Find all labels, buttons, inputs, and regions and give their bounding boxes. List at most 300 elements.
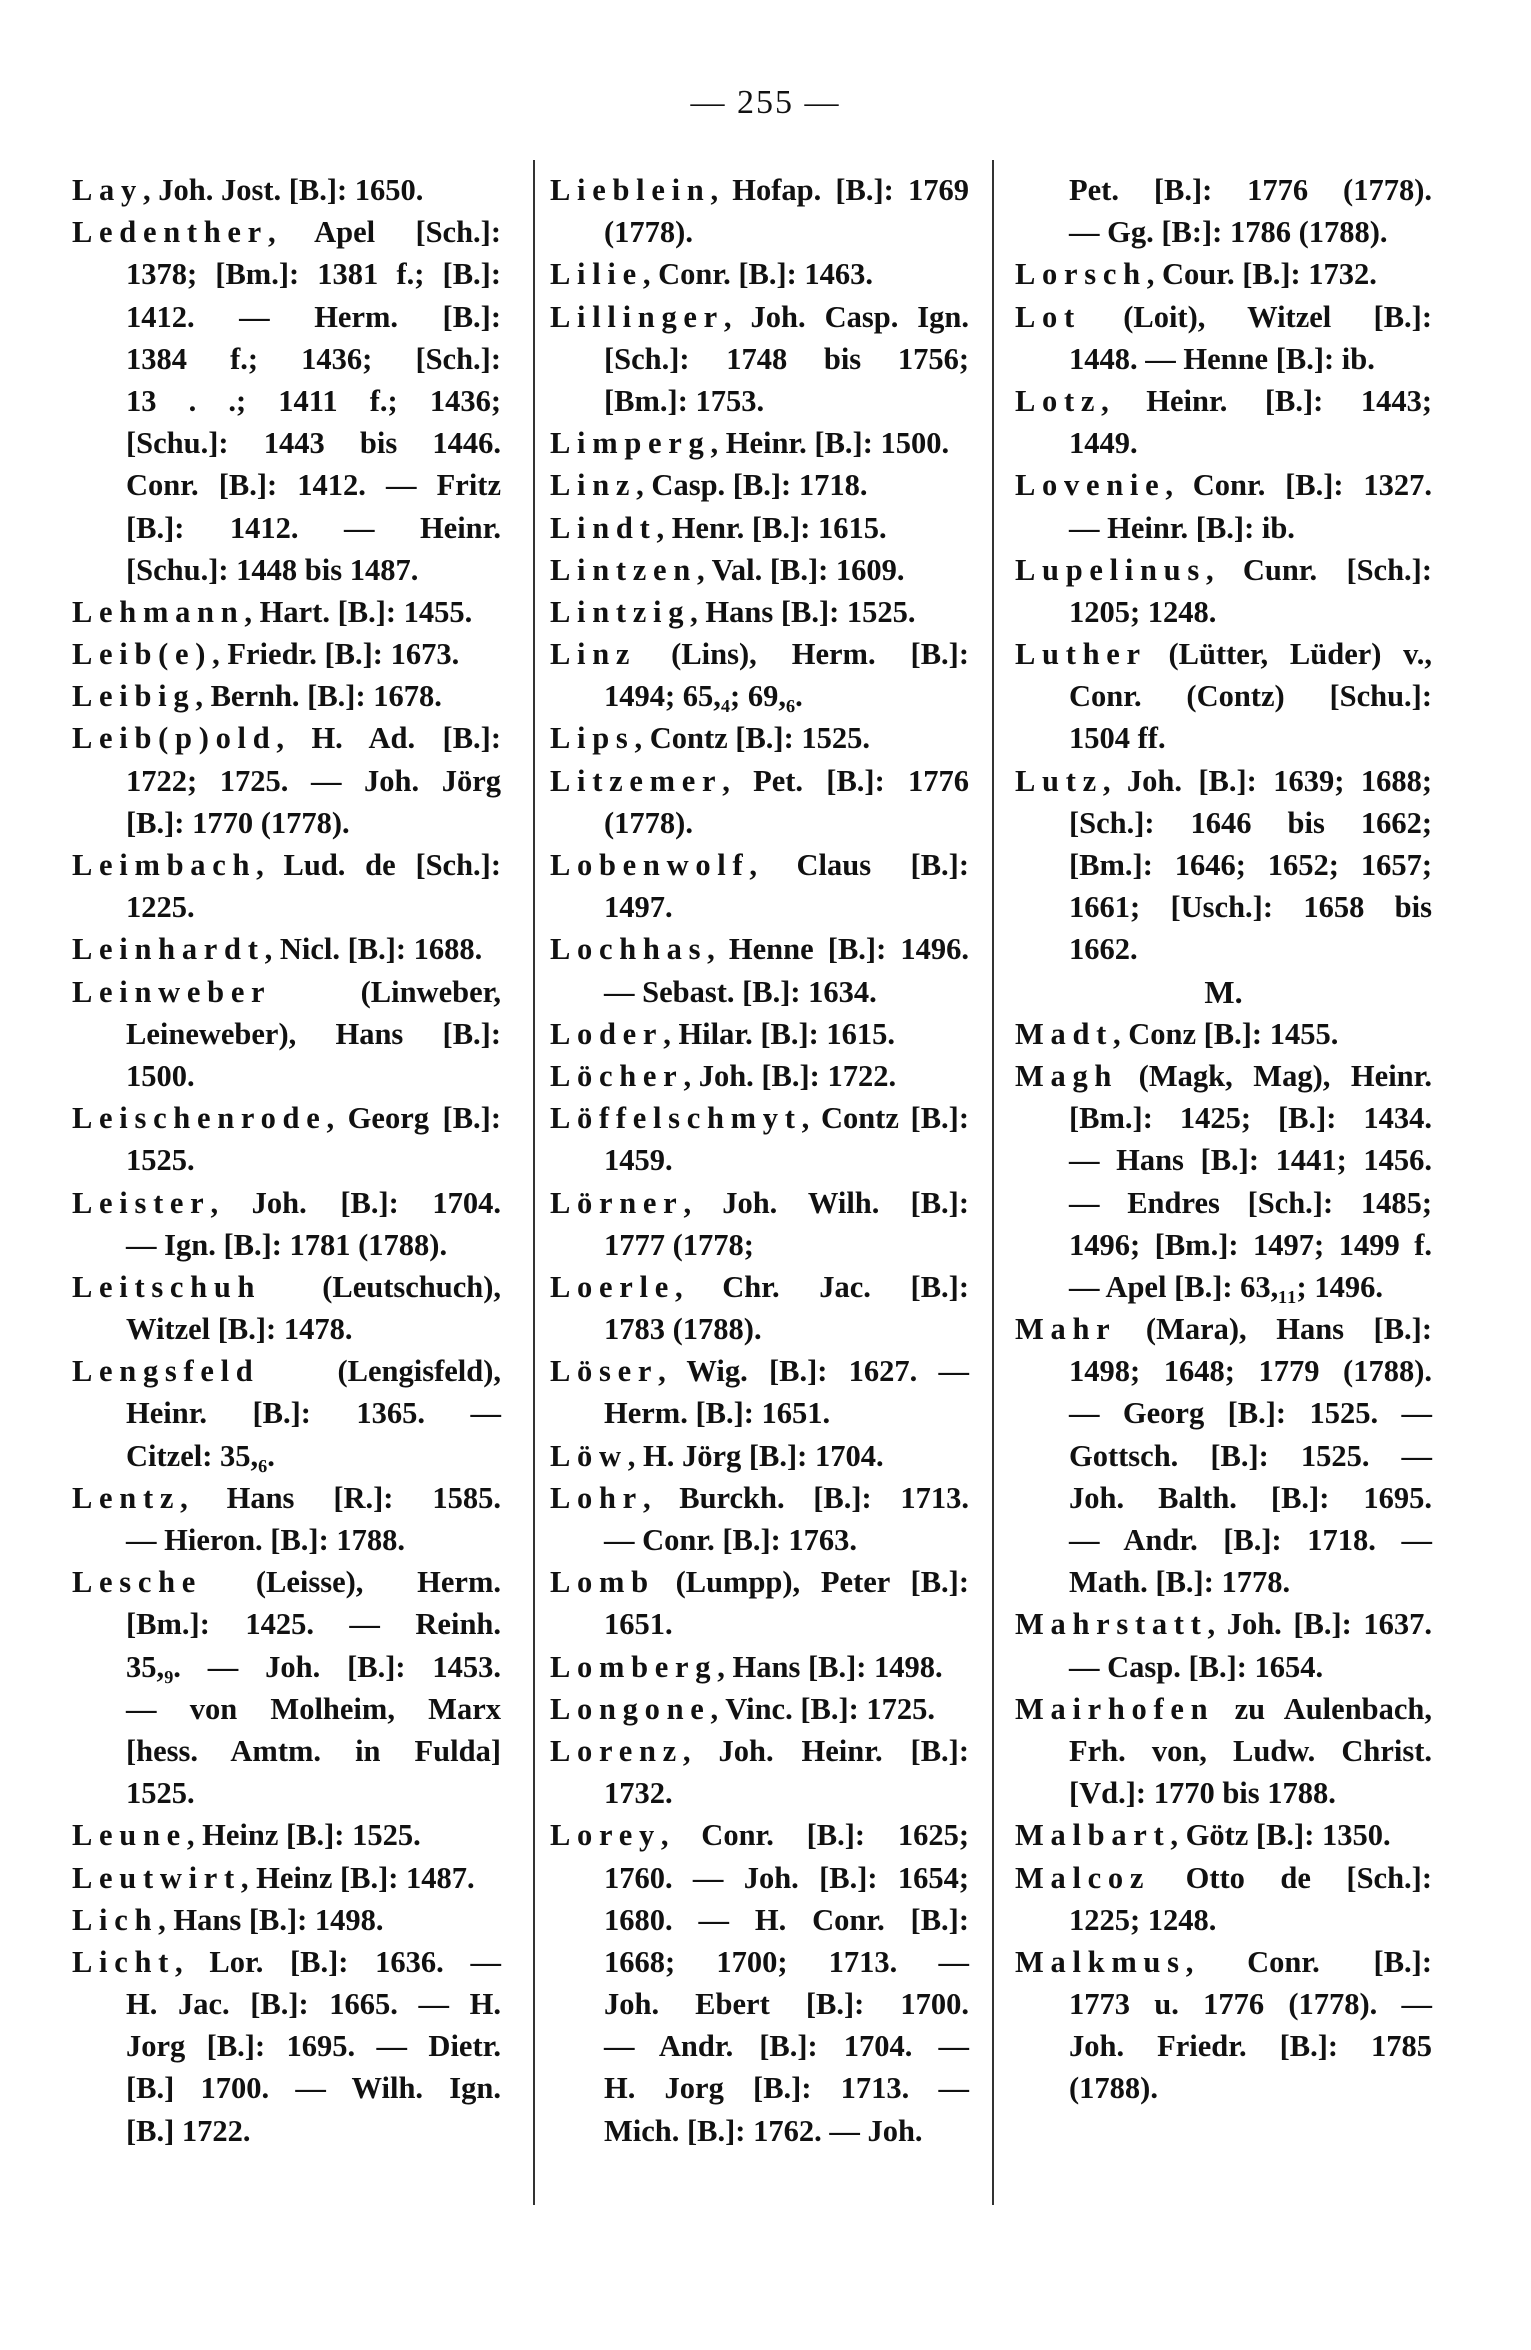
entry-headword: Limperg: [550, 426, 711, 461]
entry-headword: Ledenther: [72, 215, 268, 250]
entry-text: 1651.: [604, 1607, 673, 1642]
entry-continuation-line: [72, 1603, 501, 1645]
entry-headword: Lovenie: [1015, 468, 1166, 503]
entry-continuation-line: [1015, 1561, 1432, 1603]
entry-continuation-line: [550, 338, 969, 380]
entry-text: , Conr. [B.]: 1463.: [642, 257, 874, 292]
entry-continuation-line: [550, 1603, 969, 1645]
entry-text: Citzel: 35,₆.: [126, 1438, 275, 1473]
entry-continuation-line: [550, 2025, 969, 2067]
entry-continuation-line: [72, 2110, 501, 2152]
entry-continuation-line: [550, 1139, 969, 1181]
index-entry: [550, 760, 969, 802]
entry-headword: Lot: [1015, 299, 1081, 334]
entry-text: (Lütter, Lüder) v.,: [1146, 637, 1432, 672]
entry-headword: Leib(e): [72, 637, 213, 672]
index-entry: [550, 1561, 969, 1603]
entry-continuation-line: [72, 1055, 501, 1097]
entry-text: 1760. — Joh. [B.]: 1654;: [604, 1860, 969, 1895]
entry-text: [B.] 1722.: [126, 2113, 251, 2148]
entry-headword: Lomberg: [550, 1649, 718, 1684]
index-entry: [550, 1350, 969, 1392]
entry-headword: Lorey: [550, 1818, 661, 1853]
index-entry: [550, 591, 969, 633]
index-entry: [72, 1182, 501, 1224]
index-entry: [72, 591, 501, 633]
entry-text: 1378; [Bm.]: 1381 f.; [B.]:: [126, 257, 501, 292]
entry-continuation-line: [550, 1519, 969, 1561]
entry-continuation-line: [72, 507, 501, 549]
index-column-2: [550, 169, 969, 2152]
entry-headword: Lengsfeld: [72, 1354, 260, 1389]
entry-text: (1778).: [604, 215, 693, 250]
entry-continuation-line: [1015, 1730, 1432, 1772]
entry-text: Joh. Friedr. [B.]: 1785: [1069, 2029, 1432, 2064]
index-entry: [550, 422, 969, 464]
entry-text: , Conr. [B.]: 1327.: [1165, 468, 1432, 503]
entry-text: 1412. — Herm. [B.]:: [126, 299, 501, 334]
entry-headword: Mairhofen: [1015, 1691, 1215, 1726]
entry-headword: Leimbach: [72, 848, 257, 882]
entry-text: , Joh. [B.]: 1722.: [683, 1058, 897, 1093]
entry-text: , Val. [B.]: 1609.: [696, 552, 905, 587]
entry-continuation-line: [1015, 2025, 1432, 2067]
entry-continuation-line: [1015, 1392, 1432, 1434]
entry-text: 1384 f.; 1436; [Sch.]:: [126, 341, 501, 376]
entry-headword: Lich: [72, 1902, 159, 1937]
entry-continuation-line: [1015, 1182, 1432, 1224]
entry-text: , Vinc. [B.]: 1725.: [710, 1691, 936, 1726]
index-entry: [1015, 1941, 1432, 1983]
entry-continuation-line: [550, 2067, 969, 2109]
entry-text: 1777 (1778;: [604, 1227, 754, 1262]
entry-text: — Endres [Sch.]: 1485;: [1069, 1185, 1432, 1220]
entry-continuation-line: [1015, 1983, 1432, 2025]
index-entry: [550, 296, 969, 338]
entry-continuation-line: [1015, 422, 1432, 464]
entry-headword: Löffelschmyt: [550, 1101, 802, 1136]
entry-headword: Lillinger: [550, 299, 724, 334]
entry-text: — Georg [B.]: 1525. —: [1069, 1396, 1432, 1431]
entry-headword: Lieblein: [550, 173, 711, 207]
entry-text: , H. Ad. [B.]:: [276, 721, 501, 756]
entry-text: 1225; 1248.: [1069, 1902, 1217, 1937]
index-entry: [1015, 760, 1432, 802]
entry-text: Gottsch. [B.]: 1525. —: [1069, 1438, 1432, 1473]
entry-text: , Bernh. [B.]: 1678.: [195, 679, 442, 714]
entry-continuation-line: [72, 1392, 501, 1434]
entry-text: 1498; 1648; 1779 (1788).: [1069, 1354, 1432, 1389]
entry-text: — Heinr. [B.]: ib.: [1069, 510, 1295, 545]
entry-continuation-line: [550, 211, 969, 253]
index-entry: [550, 1097, 969, 1139]
entry-text: 1722; 1725. — Joh. Jörg: [126, 763, 501, 798]
entry-headword: Lintzig: [550, 594, 691, 629]
index-entry: [550, 1055, 969, 1097]
entry-text: , Heinr. [B.]: 1500.: [710, 426, 950, 461]
entry-text: , Georg [B.]:: [326, 1101, 501, 1136]
page-number: — 255 —: [690, 84, 841, 121]
entry-continuation-line: [1015, 844, 1432, 886]
entry-text: , Joh. [B.]: 1704.: [210, 1185, 501, 1220]
entry-continuation-line: [72, 253, 501, 295]
entry-continuation-line: [550, 1392, 969, 1434]
index-entry: [550, 633, 969, 675]
entry-headword: Malcoz: [1015, 1860, 1151, 1895]
index-entry: [1015, 380, 1432, 422]
entry-text: (Lengisfeld),: [259, 1354, 501, 1389]
entry-text: , Nicl. [B.]: 1688.: [264, 932, 483, 967]
index-entry: [72, 844, 501, 886]
entry-continuation-line: [1015, 507, 1432, 549]
entry-text: 1500.: [126, 1058, 195, 1093]
index-entry: [1015, 1688, 1432, 1730]
entry-continuation-line: [1015, 1899, 1432, 1941]
index-entry: [550, 844, 969, 886]
entry-text: , H. Jörg [B.]: 1704.: [627, 1438, 884, 1473]
index-entry: [72, 1266, 501, 1308]
entry-headword: Loerle: [550, 1269, 675, 1304]
entry-headword: Litzemer: [550, 763, 723, 798]
entry-continuation-line: [1015, 1224, 1432, 1266]
index-entry: [72, 1899, 501, 1941]
entry-text: (Lumpp), Peter [B.]:: [654, 1565, 969, 1600]
entry-text: 1497.: [604, 890, 673, 925]
entry-text: , Conz [B.]: 1455.: [1113, 1016, 1339, 1051]
entry-text: [B.] 1700. — Wilh. Ign.: [126, 2071, 501, 2106]
entry-headword: Löcher: [550, 1058, 684, 1093]
entry-text: Jorg [B.]: 1695. — Dietr.: [126, 2029, 501, 2064]
entry-text: — Hieron. [B.]: 1788.: [126, 1523, 405, 1557]
entry-text: Joh. Balth. [B.]: 1695.: [1069, 1480, 1432, 1515]
entry-text: , Cunr. [Sch.]:: [1205, 552, 1432, 587]
entry-text: 1732.: [604, 1776, 673, 1811]
entry-headword: Lobenwolf: [550, 848, 750, 882]
entry-continuation-line: [72, 1730, 501, 1772]
index-entry: [550, 1730, 969, 1772]
entry-continuation-line: [72, 549, 501, 591]
entry-continuation-line: [72, 1224, 501, 1266]
entry-text: Frh. von, Ludw. Christ.: [1069, 1733, 1432, 1768]
entry-headword: Leinhardt: [72, 932, 265, 967]
entry-headword: Lohr: [550, 1480, 643, 1515]
entry-continuation-line: [72, 1139, 501, 1181]
entry-continuation-line: [1015, 1646, 1432, 1688]
entry-text: [Vd.]: 1770 bis 1788.: [1069, 1776, 1336, 1811]
entry-text: 1504 ff.: [1069, 721, 1166, 756]
entry-text: , Friedr. [B.]: 1673.: [212, 637, 460, 672]
entry-text: 1783 (1788).: [604, 1312, 762, 1347]
entry-headword: Lesche: [72, 1565, 203, 1600]
entry-headword: Lips: [550, 721, 635, 756]
index-entry: [550, 928, 969, 970]
entry-continuation-line: [550, 971, 969, 1013]
entry-headword: Lörner: [550, 1185, 684, 1220]
entry-text: (Leutschuch),: [261, 1269, 501, 1304]
entry-continuation-line: [550, 1857, 969, 1899]
entry-text: 1525.: [126, 1143, 195, 1178]
entry-continuation-line: [1015, 1477, 1432, 1519]
entry-text: 1459.: [604, 1143, 673, 1178]
index-entry: [72, 1857, 501, 1899]
entry-continuation-line: [550, 1772, 969, 1814]
entry-text: , Joh. [B.]: 1639; 1688;: [1102, 763, 1432, 798]
entry-text: [hess. Amtm. in Fulda]: [126, 1733, 501, 1768]
entry-text: — Gg. [B:]: 1786 (1788).: [1069, 215, 1388, 250]
entry-headword: Leib(p)old: [72, 721, 277, 756]
entry-text: 1661; [Usch.]: 1658 bis: [1069, 890, 1432, 925]
column-divider: [533, 160, 535, 2205]
index-entry: [1015, 1055, 1432, 1097]
index-entry: [550, 1646, 969, 1688]
entry-text: , Hans [B.]: 1498.: [158, 1902, 384, 1937]
entry-text: , Joh. Casp. Ign.: [723, 299, 969, 334]
entry-text: , Lud. de [Sch.]:: [256, 848, 501, 882]
entry-text: Otto de [Sch.]:: [1150, 1860, 1432, 1895]
entry-continuation-line: [72, 760, 501, 802]
entry-text: [Schu.]: 1443 bis 1446.: [126, 426, 501, 461]
index-entry: [1015, 1308, 1432, 1350]
entry-text: , Casp. [B.]: 1718.: [636, 468, 868, 503]
entry-text: Math. [B.]: 1778.: [1069, 1565, 1291, 1600]
entry-continuation-line: [72, 2067, 501, 2109]
entry-text: 1773 u. 1776 (1778). —: [1069, 1987, 1432, 2022]
entry-text: [Schu.]: 1448 bis 1487.: [126, 552, 419, 587]
entry-text: — Conr. [B.]: 1763.: [604, 1523, 858, 1557]
index-entry: [1015, 1814, 1432, 1856]
index-entry: [72, 1477, 501, 1519]
entry-continuation-line: [72, 1435, 501, 1477]
entry-continuation-line: [72, 2025, 501, 2067]
entry-text: (1778).: [604, 805, 693, 840]
entry-text: , Hans [B.]: 1525.: [690, 594, 916, 629]
index-entry: [1015, 1013, 1432, 1055]
entry-text: , Joh. [B.]: 1637.: [1207, 1607, 1432, 1642]
entry-text: Witzel [B.]: 1478.: [126, 1312, 353, 1347]
entry-continuation-line: [550, 380, 969, 422]
entry-continuation-line: [1015, 591, 1432, 633]
entry-continuation-line: [72, 338, 501, 380]
entry-headword: Lotz: [1015, 383, 1102, 418]
entry-text: , Heinz [B.]: 1487.: [240, 1860, 475, 1895]
entry-text: , Contz [B.]: 1525.: [634, 721, 870, 756]
entry-text: , Claus [B.]:: [749, 848, 969, 882]
entry-continuation-line: [72, 1772, 501, 1814]
entry-headword: Lorenz: [550, 1733, 683, 1768]
index-entry: [1015, 464, 1432, 506]
entry-continuation-line: [550, 886, 969, 928]
entry-continuation-line: [1015, 1772, 1432, 1814]
index-entry: [72, 1814, 501, 1856]
entry-headword: Leinweber: [72, 974, 272, 1009]
entry-text: — Casp. [B.]: 1654.: [1069, 1649, 1324, 1684]
index-entry: [72, 633, 501, 675]
entry-headword: Mahr: [1015, 1312, 1117, 1347]
entry-text: Leineweber), Hans [B.]:: [126, 1016, 501, 1051]
index-entry: [1015, 1603, 1432, 1645]
entry-text: , Henne [B.]: 1496.: [707, 932, 969, 967]
entry-text: , Joh. Jost. [B.]: 1650.: [142, 173, 424, 207]
entry-continuation-line: [72, 464, 501, 506]
entry-continuation-line: [550, 1899, 969, 1941]
entry-headword: Leune: [72, 1818, 187, 1853]
entry-text: Mich. [B.]: 1762. — Joh.: [604, 2113, 923, 2148]
entry-text: (Magk, Mag), Heinr.: [1118, 1058, 1432, 1093]
index-entry: [550, 1814, 969, 1856]
entry-headword: Leischenrode: [72, 1101, 327, 1136]
index-entry: [550, 1688, 969, 1730]
entry-headword: Licht: [72, 1944, 176, 1979]
entry-text: (Lins), Herm. [B.]:: [636, 637, 969, 672]
index-entry: [550, 1477, 969, 1519]
entry-text: (Linweber,: [271, 974, 501, 1009]
entry-continuation-line: [1015, 928, 1432, 970]
entry-text: , Conr. [B.]:: [1185, 1944, 1432, 1979]
index-entry: [72, 675, 501, 717]
entry-continuation-line: [72, 1519, 501, 1561]
entry-headword: Lochhas: [550, 932, 708, 967]
entry-text: 1205; 1248.: [1069, 594, 1217, 629]
entry-text: — Apel [B.]: 63,₁₁; 1496.: [1069, 1269, 1383, 1304]
entry-headword: Löser: [550, 1354, 659, 1389]
index-entry: [72, 928, 501, 970]
entry-text: 1496; [Bm.]: 1497; 1499 f.: [1069, 1227, 1432, 1262]
entry-text: — Sebast. [B.]: 1634.: [604, 974, 877, 1009]
entry-headword: Lomb: [550, 1565, 655, 1600]
entry-text: — Andr. [B.]: 1718. —: [1069, 1523, 1432, 1557]
entry-continuation-line: [550, 1941, 969, 1983]
entry-text: [Sch.]: 1748 bis 1756;: [604, 341, 969, 376]
index-entry: [1015, 633, 1432, 675]
entry-continuation-line: [1015, 1097, 1432, 1139]
entry-headword: Leitschuh: [72, 1269, 262, 1304]
entry-headword: Lintzen: [550, 552, 697, 587]
entry-text: , Wig. [B.]: 1627. —: [658, 1354, 969, 1389]
entry-continuation-line: [72, 422, 501, 464]
entry-headword: Löw: [550, 1438, 628, 1473]
entry-headword: Lupelinus: [1015, 552, 1206, 587]
entry-continuation-line: [72, 1688, 501, 1730]
entry-text: Joh. Ebert [B.]: 1700.: [604, 1987, 969, 2022]
entry-text: (Leisse), Herm.: [202, 1565, 501, 1600]
entry-text: , Contz [B.]:: [801, 1101, 969, 1136]
entry-continuation-line: [1015, 886, 1432, 928]
entry-headword: Lay: [72, 173, 143, 207]
entry-text: 13 . .; 1411 f.; 1436;: [126, 383, 501, 418]
entry-continuation-line: [1015, 1435, 1432, 1477]
entry-headword: Lutz: [1015, 763, 1103, 798]
index-entry: [550, 549, 969, 591]
index-entry: [72, 971, 501, 1013]
entry-headword: Magh: [1015, 1058, 1119, 1093]
entry-headword: Loder: [550, 1016, 664, 1051]
index-entry: [72, 717, 501, 759]
entry-text: [Bm.]: 1646; 1652; 1657;: [1069, 848, 1432, 882]
entry-text: Pet. [B.]: 1776 (1778).: [1069, 173, 1432, 207]
entry-continuation-line: [550, 802, 969, 844]
entry-headword: Leister: [72, 1185, 211, 1220]
index-entry: [550, 253, 969, 295]
index-entry: [550, 464, 969, 506]
entry-text: Herm. [B.]: 1651.: [604, 1396, 831, 1431]
entry-text: H. Jac. [B.]: 1665. — H.: [126, 1987, 501, 2022]
entry-continuation-line: [72, 886, 501, 928]
index-column-3: [1015, 169, 1432, 2110]
entry-text: 1448. — Henne [B.]: ib.: [1069, 341, 1375, 376]
entry-text: , Hart. [B.]: 1455.: [244, 594, 473, 629]
entry-continuation-line: [1015, 1519, 1432, 1561]
entry-text: H. Jorg [B.]: 1713. —: [604, 2071, 969, 2106]
entry-continuation-line: [550, 1308, 969, 1350]
entry-text: , Joh. Wilh. [B.]:: [683, 1185, 969, 1220]
entry-continuation-line: [1015, 717, 1432, 759]
entry-text: [Bm.]: 1425. — Reinh.: [126, 1607, 501, 1642]
entry-text: , Burckh. [B.]: 1713.: [642, 1480, 969, 1515]
entry-headword: Linz: [550, 637, 637, 672]
entry-text: 1525.: [126, 1776, 195, 1811]
entry-text: , Hans [R.]: 1585.: [180, 1480, 501, 1515]
entry-continuation-line: [1015, 675, 1432, 717]
index-entry: [72, 1941, 501, 1983]
entry-text: , Chr. Jac. [B.]:: [674, 1269, 969, 1304]
entry-headword: Lilie: [550, 257, 643, 292]
entry-text: (Mara), Hans [B.]:: [1116, 1312, 1432, 1347]
entry-text: 1494; 65,₄; 69,₆.: [604, 679, 803, 714]
entry-text: — Ign. [B.]: 1781 (1788).: [126, 1227, 448, 1262]
entry-continuation-line: [72, 380, 501, 422]
index-entry: [550, 717, 969, 759]
entry-continuation-line: [1015, 1139, 1432, 1181]
entry-text: , Apel [Sch.]:: [267, 215, 501, 250]
entry-continuation-line: [550, 1983, 969, 2025]
entry-text: , Heinr. [B.]: 1443;: [1101, 383, 1432, 418]
entry-text: 1680. — H. Conr. [B.]:: [604, 1902, 969, 1937]
index-entry: [550, 507, 969, 549]
entry-continuation-line: [72, 1013, 501, 1055]
entry-headword: Linz: [550, 468, 637, 503]
index-entry: [550, 1266, 969, 1308]
entry-headword: Malbart: [1015, 1818, 1171, 1853]
entry-continuation-line: [72, 1308, 501, 1350]
index-entry: [72, 211, 501, 253]
entry-text: — Hans [B.]: 1441; 1456.: [1069, 1143, 1432, 1178]
entry-text: (1788).: [1069, 2071, 1158, 2106]
entry-continuation-line: [1015, 802, 1432, 844]
entry-text: zu Aulenbach,: [1214, 1691, 1432, 1726]
index-entry: [1015, 296, 1432, 338]
entry-headword: Leutwirt: [72, 1860, 241, 1895]
entry-text: 1668; 1700; 1713. —: [604, 1944, 969, 1979]
entry-text: , Lor. [B.]: 1636. —: [175, 1944, 501, 1979]
entry-text: — Andr. [B.]: 1704. —: [604, 2029, 969, 2064]
entry-text: 1225.: [126, 890, 195, 925]
index-entry: [72, 1097, 501, 1139]
index-entry: [1015, 1857, 1432, 1899]
entry-text: [Sch.]: 1646 bis 1662;: [1069, 805, 1432, 840]
entry-continuation-line: [1015, 169, 1432, 211]
entry-continuation-line: [72, 296, 501, 338]
entry-text: , Henr. [B.]: 1615.: [656, 510, 887, 545]
entry-text: , Conr. [B.]: 1625;: [660, 1818, 969, 1853]
entry-continuation-line: [72, 802, 501, 844]
entry-text: (Loit), Witzel [B.]:: [1080, 299, 1432, 334]
entry-continuation-line: [1015, 211, 1432, 253]
entry-text: [B.]: 1412. — Heinr.: [126, 510, 501, 545]
index-entry: [1015, 549, 1432, 591]
entry-text: , Hofap. [B.]: 1769: [710, 173, 969, 207]
column-divider: [992, 160, 994, 2205]
entry-continuation-line: [1015, 1266, 1432, 1308]
